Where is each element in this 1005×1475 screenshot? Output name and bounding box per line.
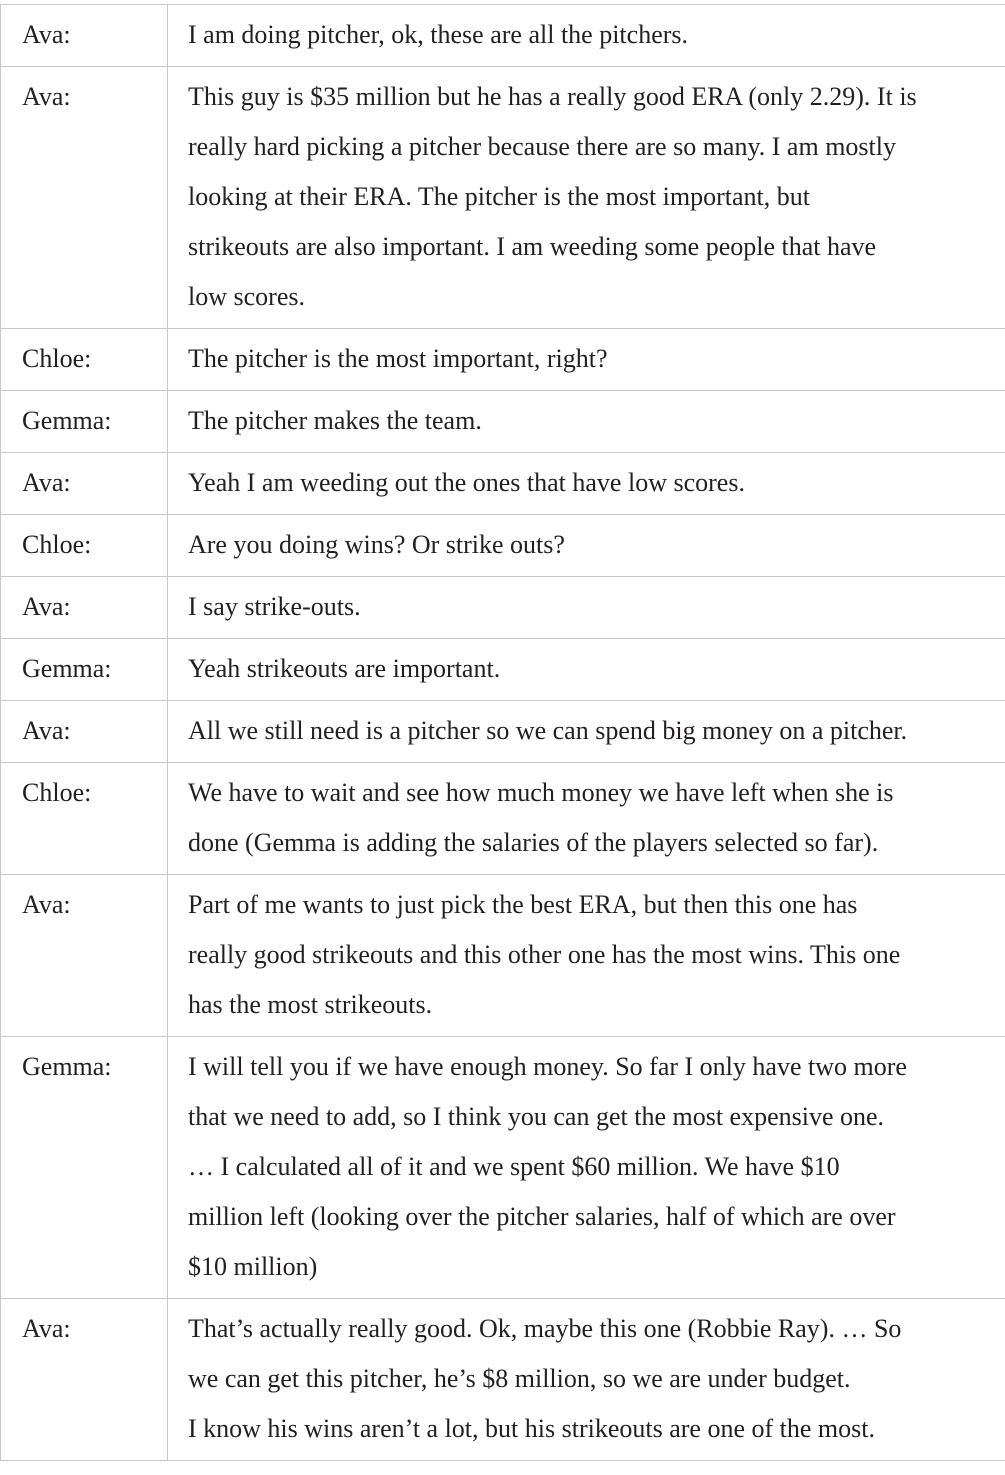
- speaker-cell: Gemma:: [1, 639, 168, 701]
- utterance-cell: [168, 1299, 1005, 1461]
- utterance-line: million left (looking over the pitcher salaries, half of which are over: [188, 1192, 989, 1242]
- speaker-cell: Ava:: [1, 1299, 168, 1461]
- utterance-line: $10 million): [188, 1242, 989, 1292]
- speaker-cell: Ava:: [1, 875, 168, 1037]
- table-row: [1, 453, 1005, 515]
- utterance-line: I am doing pitcher, ok, these are all the pitchers.: [188, 10, 989, 60]
- speaker-cell: Chloe:: [1, 763, 168, 875]
- speaker-cell: Ava:: [1, 67, 168, 329]
- utterance-line: looking at their ERA. The pitcher is the most important, but: [188, 172, 989, 222]
- utterance-line: … I calculated all of it and we spent $60 million. We have $10: [188, 1142, 989, 1192]
- utterance-line: This guy is $35 million but he has a really good ERA (only 2.29). It is: [188, 72, 989, 122]
- table-row: [1, 701, 1005, 763]
- speaker-cell: Ava:: [1, 453, 168, 515]
- speaker-cell: Ava:: [1, 701, 168, 763]
- utterance-line: we can get this pitcher, he’s $8 million, so we are under budget.: [188, 1354, 989, 1404]
- utterance-cell: [168, 763, 1005, 875]
- table-row: [1, 639, 1005, 701]
- speaker-cell: Chloe:: [1, 515, 168, 577]
- utterance-line: really hard picking a pitcher because there are so many. I am mostly: [188, 122, 989, 172]
- utterance-line: really good strikeouts and this other one has the most wins. This one: [188, 930, 989, 980]
- utterance-line: low scores.: [188, 272, 989, 322]
- table-row: [1, 763, 1005, 875]
- table-row: [1, 1037, 1005, 1299]
- utterance-cell: [168, 329, 1005, 391]
- speaker-cell: Ava:: [1, 577, 168, 639]
- utterance-cell: [168, 701, 1005, 763]
- utterance-line: That’s actually really good. Ok, maybe this one (Robbie Ray). … So: [188, 1304, 989, 1354]
- table-row: [1, 5, 1005, 67]
- table-row: [1, 577, 1005, 639]
- utterance-cell: [168, 577, 1005, 639]
- speaker-cell: Chloe:: [1, 329, 168, 391]
- table-row: [1, 1299, 1005, 1461]
- transcript-body: [1, 5, 1005, 1461]
- utterance-line: Yeah strikeouts are important.: [188, 644, 989, 694]
- utterance-cell: [168, 5, 1005, 67]
- utterance-cell: [168, 875, 1005, 1037]
- utterance-line: that we need to add, so I think you can get the most expensive one.: [188, 1092, 989, 1142]
- utterance-line: Part of me wants to just pick the best ERA, but then this one has: [188, 880, 989, 930]
- table-row: [1, 329, 1005, 391]
- utterance-line: strikeouts are also important. I am weeding some people that have: [188, 222, 989, 272]
- utterance-line: The pitcher is the most important, right?: [188, 334, 989, 384]
- utterance-line: I say strike-outs.: [188, 582, 989, 632]
- utterance-cell: [168, 391, 1005, 453]
- utterance-line: Are you doing wins? Or strike outs?: [188, 520, 989, 570]
- utterance-cell: [168, 1037, 1005, 1299]
- utterance-line: All we still need is a pitcher so we can spend big money on a pitcher.: [188, 706, 989, 756]
- speaker-cell: Gemma:: [1, 391, 168, 453]
- utterance-line: has the most strikeouts.: [188, 980, 989, 1030]
- utterance-cell: [168, 67, 1005, 329]
- utterance-line: done (Gemma is adding the salaries of the players selected so far).: [188, 818, 989, 868]
- speaker-cell: Ava:: [1, 5, 168, 67]
- transcript-table: [0, 4, 1005, 1461]
- table-row: [1, 391, 1005, 453]
- utterance-line: Yeah I am weeding out the ones that have low scores.: [188, 458, 989, 508]
- utterance-line: We have to wait and see how much money we have left when she is: [188, 768, 989, 818]
- utterance-cell: [168, 515, 1005, 577]
- table-row: [1, 67, 1005, 329]
- utterance-cell: [168, 453, 1005, 515]
- table-row: [1, 875, 1005, 1037]
- utterance-cell: [168, 639, 1005, 701]
- table-row: [1, 515, 1005, 577]
- utterance-line: The pitcher makes the team.: [188, 396, 989, 446]
- utterance-line: I will tell you if we have enough money. So far I only have two more: [188, 1042, 989, 1092]
- speaker-cell: Gemma:: [1, 1037, 168, 1299]
- utterance-line: I know his wins aren’t a lot, but his strikeouts are one of the most.: [188, 1404, 989, 1454]
